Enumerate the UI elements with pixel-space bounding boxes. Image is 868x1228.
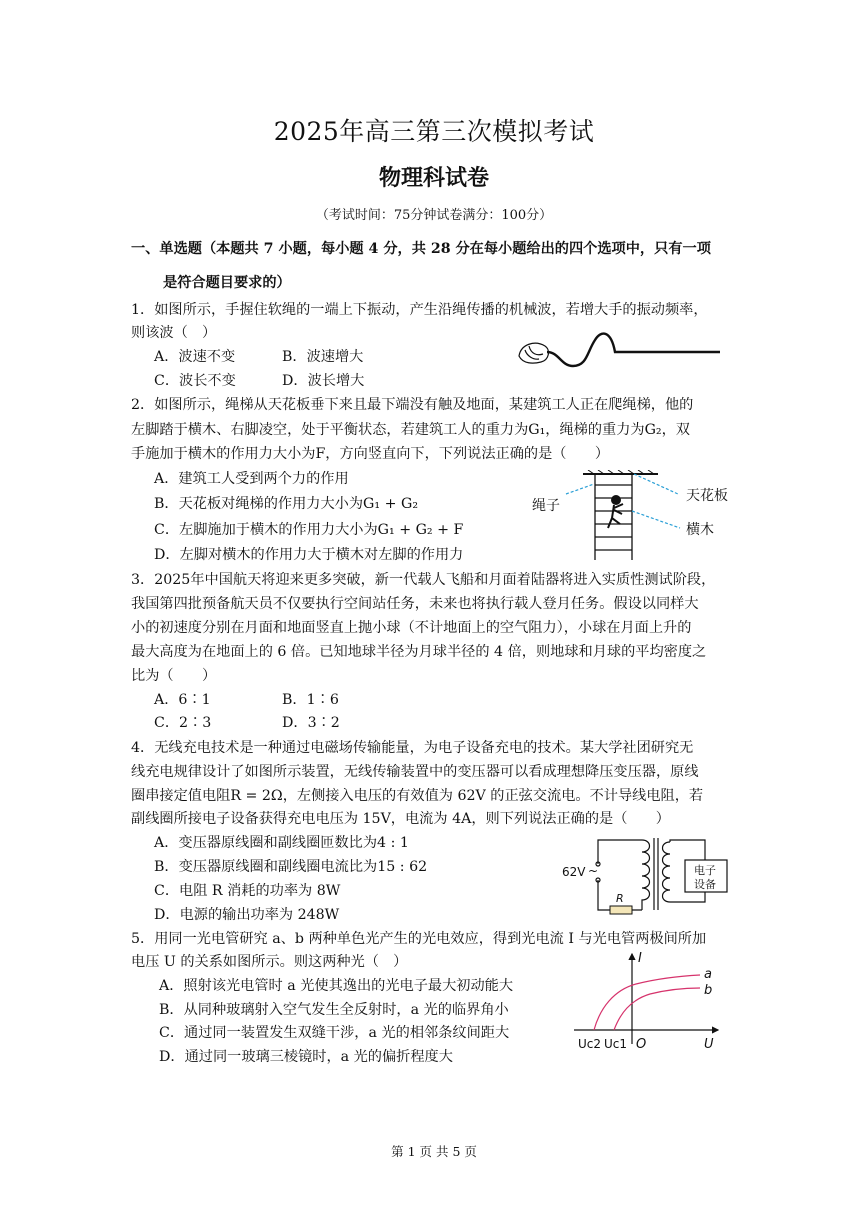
q4-stem-line1: 4．无线充电技术是一种通过电磁场传输能量，为电子设备充电的技术。某大学社团研究无 [131, 740, 694, 756]
primary-coil [642, 840, 650, 910]
i-axis-label: I [638, 951, 642, 966]
q5-option-a: A．照射该光电管时 a 光使其逸出的光电子最大初动能大 [159, 978, 514, 994]
q4-transformer-circuit [560, 834, 740, 918]
q3-option-b: B．1∶6 [282, 692, 339, 708]
curve-b-label: b [704, 983, 713, 998]
curve-b [614, 988, 700, 1030]
ceiling-pointer [634, 474, 678, 494]
q2-option-c: C．左脚施加于横木的作用力大小为G₁ + G₂ + F [154, 522, 464, 538]
q1-rope-wave-figure [515, 326, 725, 372]
q5-option-b: B．从同种玻璃射入空气发生全反射时，a 光的临界角小 [159, 1002, 509, 1018]
curve-a-label: a [704, 967, 712, 982]
resistor [610, 906, 632, 914]
q3-stem-line3: 小的初速度分别在月面和地面竖直上抛小球（不计地面上的空气阻力），小球在月面上升的 [131, 620, 692, 636]
q4-stem-line4: 副线圈所接电子设备获得充电电压为 15V，电流为 4A，则下列说法正确的是（ ） [131, 811, 670, 827]
q5-stem-line2: 电压 U 的关系如图所示。则这两种光（ ） [131, 954, 408, 970]
q2-stem-line2: 左脚踏于横木、右脚凌空，处于平衡状态，若建筑工人的重力为G₁，绳梯的重力为G₂，双 [131, 422, 690, 438]
secondary-coil [663, 842, 671, 902]
q4-option-c: C．电阻 R 消耗的功率为 8W [154, 883, 341, 899]
section-heading-cont: 是符合题目要求的） [163, 275, 291, 291]
uc2-label: Uc2 [578, 1037, 602, 1051]
q1-option-a: A．波速不变 [154, 349, 236, 365]
subject-title: 物理科试卷 [378, 165, 489, 191]
q5-iv-graph [570, 948, 730, 1056]
q2-stem-line1: 2．如图所示，绳梯从天花板垂下来且最下端没有触及地面，某建筑工人正在爬绳梯，他的 [131, 397, 694, 413]
rope-label: 绳子 [532, 498, 560, 514]
curve-a [594, 975, 700, 1030]
ceiling-label: 天花板 [686, 488, 728, 504]
section-heading: 一、单选题（本题共 7 小题，每小题 4 分，共 28 分在每小题给出的四个选项中，只有一项 [131, 241, 711, 257]
q2-option-a: A．建筑工人受到两个力的作用 [154, 471, 349, 487]
origin-label: O [636, 1037, 647, 1052]
rope-wave [547, 334, 720, 366]
q1-stem-line1: 1．如图所示，手握住软绳的一端上下振动，产生沿绳传播的机械波，若增大手的振动频率， [131, 302, 708, 318]
crossbar-pointer [632, 511, 680, 528]
q3-stem-line1: 3．2025年中国航天将迎来更多突破，新一代载人飞船和月面着陆器将进入实质性测试阶段， [131, 572, 716, 588]
q2-option-b: B．天花板对绳梯的作用力大小为G₁ + G₂ [154, 496, 419, 512]
crossbar-label: 横木 [686, 522, 714, 538]
q3-option-d: D．3∶2 [282, 715, 340, 731]
q3-option-c: C．2∶3 [154, 715, 212, 731]
rope-pointer [566, 484, 594, 494]
q1-option-b: B．波速增大 [282, 349, 364, 365]
q3-stem-line5: 比为（ ） [131, 668, 217, 684]
q1-stem-line2: 则该波（ ） [131, 325, 217, 341]
hand-icon [519, 343, 548, 363]
q1-option-c: C．波长不变 [154, 373, 236, 389]
source-voltage-label: 62V [562, 865, 586, 879]
device-label-line1: 电子 [694, 864, 716, 877]
q4-option-b: B．变压器原线圈和副线圈电流比为15 : 62 [154, 859, 428, 875]
q4-option-a: A．变压器原线圈和副线圈匝数比为4 : 1 [154, 835, 409, 851]
q3-option-a: A．6∶1 [154, 692, 211, 708]
q3-stem-line2: 我国第四批预备航天员不仅要执行空间站任务，未来也将执行载人登月任务。假设以同样大 [131, 596, 699, 612]
q5-option-d: D．通过同一玻璃三棱镜时，a 光的偏折程度大 [159, 1049, 453, 1065]
q5-stem-line1: 5．用同一光电管研究 a、b 两种单色光产生的光电效应，得到光电流 I 与光电管两极间所加 [131, 931, 707, 947]
uc1-label: Uc1 [604, 1037, 628, 1051]
exam-title: 2025年高三第三次模拟考试 [273, 117, 595, 146]
q2-option-d: D．左脚对横木的作用力大于横木对左脚的作用力 [154, 547, 464, 563]
q3-stem-line4: 最大高度为在地面上的 6 倍。已知地球半径为月球半径的 4 倍，则地球和月球的平均密度之 [131, 644, 707, 660]
ac-tilde-symbol: ~ [588, 864, 599, 878]
q2-rope-ladder-figure [528, 470, 754, 562]
resistor-label: R [616, 892, 624, 905]
page-number: 第 1 页 共 5 页 [391, 1144, 477, 1159]
q5-option-c: C．通过同一装置发生双缝干涉，a 光的相邻条纹间距大 [159, 1025, 510, 1041]
q4-stem-line2: 线充电规律设计了如图所示装置，无线传输装置中的变压器可以看成理想降压变压器，原线 [131, 764, 699, 780]
q4-option-d: D．电源的输出功率为 248W [154, 907, 340, 923]
ladder-rungs [595, 485, 632, 550]
q2-stem-line3: 手施加于横木的作用力大小为F，方向竖直向下，下列说法正确的是（ ） [131, 446, 610, 462]
q1-option-d: D．波长增大 [282, 373, 365, 389]
u-axis-label: U [704, 1037, 714, 1052]
exam-info: （考试时间：75分钟试卷满分：100分） [315, 208, 553, 223]
q4-stem-line3: 圈串接定值电阻R = 2Ω，左侧接入电压的有效值为 62V 的正弦交流电。不计导线电阻，若 [131, 788, 704, 804]
device-label-line2: 设备 [694, 878, 716, 891]
